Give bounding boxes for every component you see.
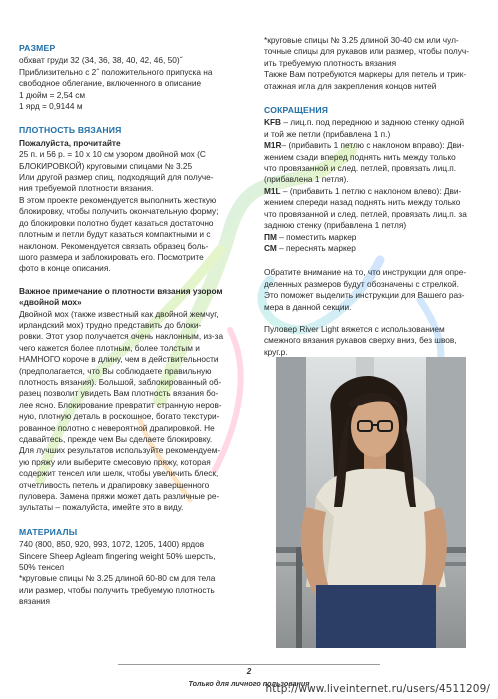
abbreviation-pm xyxy=(264,232,482,243)
abbreviation-term: СМ xyxy=(264,242,277,253)
gauge-line: до блокировки полотно будет казаться достаточно xyxy=(19,217,214,228)
size-note-line: мера в данной секции. xyxy=(264,301,352,312)
note-line: рованное полотно с невероятной драпировкой. Не xyxy=(19,422,215,433)
note-heading: Важное примечание о плотности вязания узором «двойной мох» xyxy=(19,285,223,308)
abbreviation-text: (прибавлена 1 петля). xyxy=(264,174,349,185)
size-line: Приблизительно с 2˝ положительного припуска на xyxy=(19,66,213,77)
abbreviation-text: – поместить маркер xyxy=(276,231,357,242)
gauge-subheading: Пожалуйста, прочитайте xyxy=(19,137,121,148)
photo-of-woman-icon xyxy=(276,357,466,648)
model-photo xyxy=(276,357,466,648)
size-note-line: деленных размеров будут обозначены с стрелкой. xyxy=(264,278,459,289)
gauge-line: ния требуемой плотности вязания. xyxy=(19,183,154,194)
needles-line: Также Вам потребуются маркеры для петель и трик- xyxy=(264,69,467,80)
materials-line: 50% тенсел xyxy=(19,562,65,573)
gauge-line: наклоном. Рекомендуется связать образец боль- xyxy=(19,240,209,251)
abbreviation-text: жением спереди назад поднять нить между только xyxy=(264,197,461,208)
gauge-line: фото в конце описания. xyxy=(19,263,111,274)
note-line: отчетливость петель и драпировку завершенного xyxy=(19,479,210,490)
note-line: разец позволит увидеть Вам плотность вязания бо- xyxy=(19,388,219,399)
abbreviation-text: – лиц.п. под переднюю и заднюю стенку одной xyxy=(281,117,465,128)
note-line: зультаты – пожалуйста, имейте это в виду. xyxy=(19,502,184,513)
abbreviation-text: и той же петли (прибавлена 1 п.) xyxy=(264,128,391,139)
abbreviation-text: что провязанной и след. петлей, провязать лиц.п. xyxy=(264,163,457,174)
abbreviations-heading: СОКРАЩЕНИЯ xyxy=(264,105,329,116)
note-line: плотность вязания). Большой, заблокированный об- xyxy=(19,376,222,387)
gauge-line: В этом проекте рекомендуется выполнить жесткую xyxy=(19,194,217,205)
gauge-line: плотным и петли будут казаться компактными и с xyxy=(19,229,211,240)
abbreviation-term: M1L xyxy=(264,185,281,196)
source-url-link[interactable]: http://www.liveinternet.ru/users/4511209/ xyxy=(265,683,490,695)
note-line: содержит тенсел или шелк, чтобы увеличить блеск, xyxy=(19,468,219,479)
abbreviation-term: ПМ xyxy=(264,231,277,242)
gauge-line: Или другой размер спиц, подходящий для получе- xyxy=(19,172,214,183)
note-line: ровки. Этот узор получается очень наклонным, из-за xyxy=(19,331,224,342)
note-line: ую пряжу или выберите смесовую пряжу, которая xyxy=(19,456,211,467)
gauge-line: 25 п. и 56 р. = 10 х 10 см узором двойной мох (С xyxy=(19,149,206,160)
pullover-line: Пуловер River Light вяжется с использованием xyxy=(264,323,445,334)
abbreviation-term: M1R xyxy=(264,140,282,151)
note-line: лее ясно. Блокирование превратит странную неров- xyxy=(19,399,222,410)
abbreviation-m1r xyxy=(264,140,482,151)
abbreviation-term: KFB xyxy=(264,117,282,128)
needles-line: отажная игла для закрепления концов нитей xyxy=(264,80,437,91)
needles-line: ить требуемую плотность вязания xyxy=(264,57,397,68)
note-line: сдавайтесь, прежде чем Вы сделаете блокировку. xyxy=(19,434,213,444)
pullover-line: круг.р. xyxy=(264,346,288,357)
page-number: 2 xyxy=(246,667,252,676)
note-line: чего кажется более плотным, более толстым и xyxy=(19,342,200,353)
materials-line: или размер, чтобы получить требуемую плотность xyxy=(19,584,215,595)
note-line: (предполагается, что Вы соблюдаете правильную xyxy=(19,365,212,376)
size-line: свободное облегание, включенного в описание xyxy=(19,78,202,89)
gauge-line: блокировку, чтобы получить окончательную форму; xyxy=(19,206,219,217)
abbreviation-text: – переснять маркер xyxy=(276,242,356,253)
size-note-line: Это поможет выделить инструкции для Вашего раз- xyxy=(264,290,465,301)
note-line: ную, плотную деталь в роскошное, богато текстури- xyxy=(19,411,220,422)
gauge-line: БЛОКИРОВКОЙ) круговыми спицами № 3.25 xyxy=(19,160,193,171)
gauge-heading: ПЛОТНОСТЬ ВЯЗАНИЯ xyxy=(19,125,122,136)
needles-line: точные спицы для рукавов или размер, чтобы получ- xyxy=(264,46,470,57)
materials-line: Sincere Sheep Agleam fingering weight 50% шерсть, xyxy=(19,550,216,561)
abbreviation-text: – (прибавить 1 петлю с наклоном вправо): Дви- xyxy=(281,140,465,151)
needles-line: *круговые спицы № 3.25 длиной 30-40 см или чул- xyxy=(264,35,459,45)
abbreviation-sm xyxy=(264,243,482,254)
size-line: 1 ярд = 0,9144 м xyxy=(19,101,83,112)
right-column xyxy=(264,35,482,358)
note-line: Двойной мох (также известный как двойной жемчуг, xyxy=(19,308,219,319)
abbreviation-text: что провязанной и след. петлей, провязать лиц.п. за xyxy=(264,208,467,219)
materials-line: *круговые спицы № 3.25 длиной 60-80 см для тела xyxy=(19,573,216,584)
left-column xyxy=(19,43,239,608)
note-line: пуловера. Замена пряжи может дать различные ре- xyxy=(19,491,220,502)
abbreviation-kfb xyxy=(264,117,482,128)
materials-line: 740 (800, 850, 920, 993, 1072, 1205, 1400) ярдов xyxy=(19,539,205,550)
size-note-line: Обратите внимание на то, что инструкции для опре- xyxy=(264,267,467,278)
abbreviation-m1l xyxy=(264,186,482,197)
abbreviation-text: заднюю стенку (прибавлена 1 петля) xyxy=(264,220,407,231)
footer-note: Только для личного пользования xyxy=(188,679,310,688)
pullover-line: смежного вязания рукавов сверху вниз, без швов, xyxy=(264,335,457,346)
gauge-line: шого размера и заблокировать его. Посмотрите xyxy=(19,251,204,262)
footer-divider xyxy=(118,664,380,665)
note-line: Для лучших результатов используйте рекомендуем- xyxy=(19,445,221,456)
abbreviation-text: – (прибавить 1 петлю с наклоном влево): Дви- xyxy=(280,185,462,196)
size-line: 1 дюйм = 2,54 см xyxy=(19,89,86,100)
size-heading: РАЗМЕР xyxy=(19,43,56,53)
abbreviation-text: жением сзади вперед поднять нить между только xyxy=(264,151,456,162)
size-line: обхват груди 32 (34, 36, 38, 40, 42, 46, 50)˝ xyxy=(19,55,183,66)
materials-line: вязания xyxy=(19,596,50,607)
materials-heading: МАТЕРИАЛЫ xyxy=(19,526,78,537)
note-line: ирландский мох) трудно представить до блоки- xyxy=(19,319,202,330)
note-line: НАМНОГО короче в длину, чем в действительности xyxy=(19,354,219,365)
